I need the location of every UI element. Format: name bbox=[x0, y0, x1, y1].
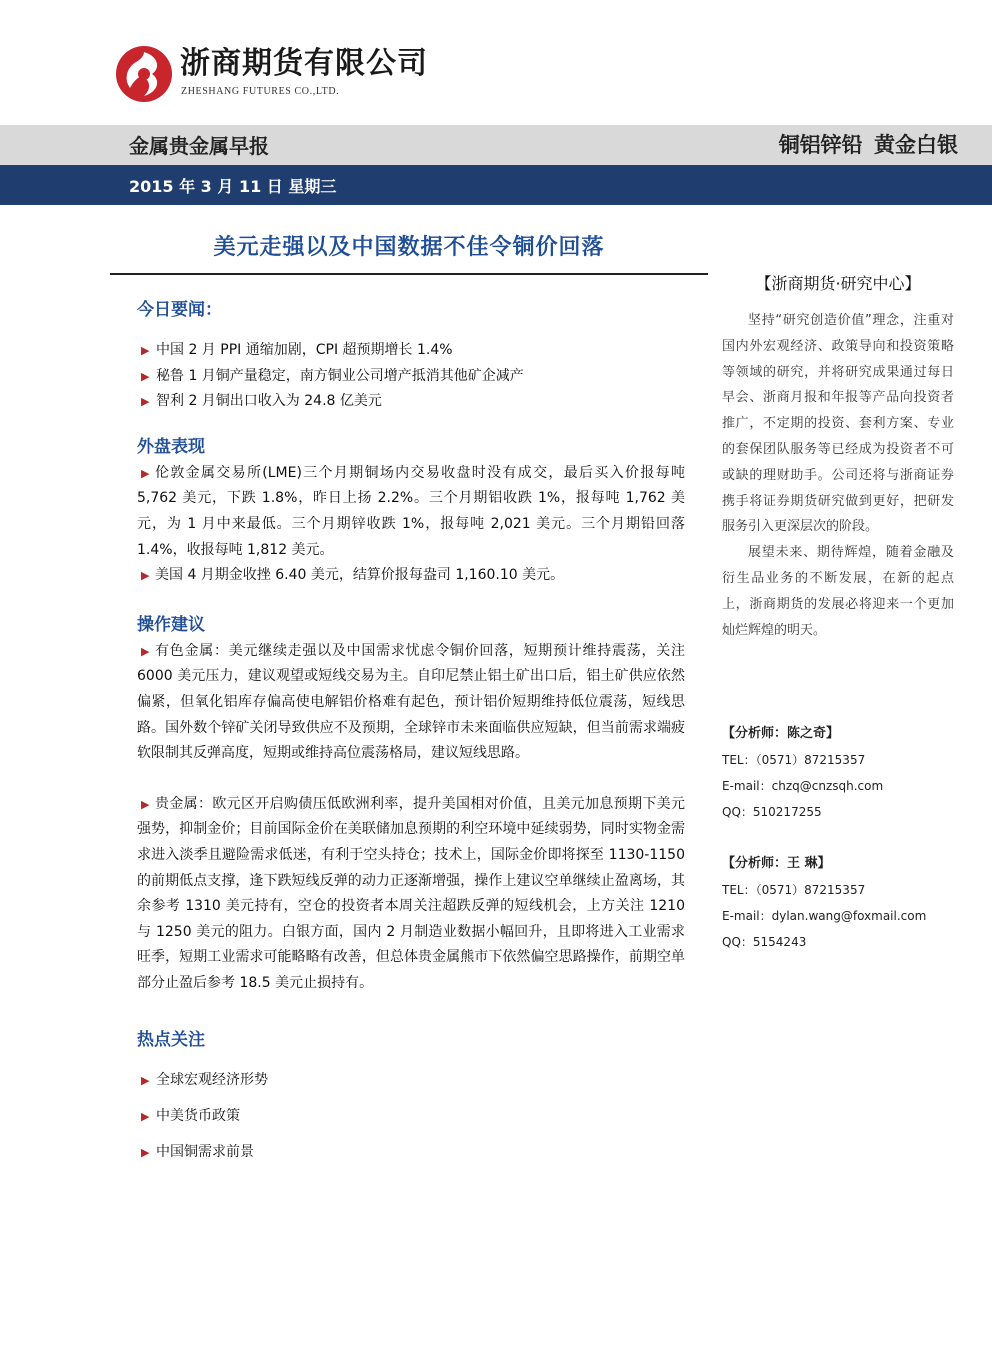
news-title: 今日要闻： bbox=[137, 300, 222, 320]
hot-title: 热点关注 bbox=[137, 1030, 205, 1051]
triangle-right-icon: ▶ bbox=[141, 797, 150, 811]
analyst-qq: QQ：5154243 bbox=[722, 935, 807, 950]
headline: 美元走强以及中国数据不佳令铜价回落 bbox=[213, 235, 605, 260]
list-item bbox=[137, 389, 685, 415]
analyst-qq: QQ：510217255 bbox=[722, 805, 822, 820]
triangle-right-icon: ▶ bbox=[141, 1145, 150, 1159]
hot-item: 中美货币政策 bbox=[156, 1108, 240, 1125]
overseas-item: 伦敦金属交易所(LME)三个月期铜场内交易收盘时没有成交，最后买入价报每吨 5,762 美元，下跌 1.8%，昨日上扬 2.2%。三个月期铝收跌 1%，报每吨 1,762 美元，为 1 月中来最低。三个月期锌收跌 1%，报每吨 2,021 美元。三个月期铅回落 1.4%，收报每吨 1,812 美元。 bbox=[137, 464, 685, 558]
advice-item: 有色金属：美元继续走强以及中国需求忧虑令铜价回落，短期预计维持震荡，关注 6000 美元压力，建议观望或短线交易为主。自印尼禁止铝土矿出口后，铝土矿供应依然偏紧，但氧化铝库存偏高使电解铝价格难有起色，预计铝价短期维持低位震荡，短线思路。国外数个锌矿关闭导致供应不及预期，全球锌市未来面临供应短缺，但当前需求端疲软限制其反弹高度，短期或维持高位震荡格局，建议短线思路。 bbox=[137, 642, 685, 762]
triangle-right-icon: ▶ bbox=[141, 569, 150, 583]
list-item bbox=[137, 364, 685, 390]
list-item bbox=[137, 639, 685, 767]
triangle-right-icon: ▶ bbox=[141, 344, 150, 357]
company-name-cn: 浙商期货有限公司 bbox=[180, 46, 428, 81]
overseas-item: 美国 4 月期金收挫 6.40 美元，结算价报每盎司 1,160.10 美元。 bbox=[155, 567, 565, 584]
advice-item: 贵金属：欧元区开启购债压低欧洲利率，提升美国相对价值，且美元加息预期下美元强势，抑制金价；目前国际金价在美联储加息预期的利空环境中延续弱势，同时实物金需求进入淡季且避险需求低迷，有利于空头持仓；技术上，国际金价即将探至 1130-1150 的前期低点支撑，逢下跌短线反弹的动力正逐渐增强，操作上建议空单继续止盈离场，其余参考 1310 美元持有，空仓的投资者本周关注超跌反弹的短线机会，上方关注 1210 与 1250 美元的阻力。白银方面，国内 2 月制造业数据小幅回升，且即将进入工业需求旺季，短期工业需求可能略略有改善，但总体贵金属熊市下依然偏空思路操作，前期空单部分止盈后参考 18.5 美元止损持有。 bbox=[137, 795, 685, 991]
triangle-right-icon: ▶ bbox=[141, 369, 150, 383]
list-item bbox=[137, 792, 685, 997]
analyst-card bbox=[722, 721, 954, 825]
list-item bbox=[137, 461, 685, 563]
news-item: 智利 2 月铜出口收入为 24.8 亿美元 bbox=[156, 393, 382, 410]
analyst-card bbox=[722, 851, 954, 955]
analyst-tel: TEL：（0571）87215357 bbox=[722, 883, 866, 898]
news-item: 中国 2 月 PPI 通缩加剧，CPI 超预期增长 1.4% bbox=[156, 342, 453, 358]
list-item bbox=[137, 1068, 685, 1094]
sidebar-paragraph: 坚持“研究创造价值”理念，注重对国内外宏观经济、政策导向和投资策略等领域的研究，并将研究成果通过每日早会、浙商月报和年报等产品向投资者推广，不定期的投资、套利方案、专业的套保团队服务等已经成为投资者不可或缺的理财助手。公司还将与浙商证券携手将证券期货研究做到更好，把研发服务引入更深层次的阶段。 bbox=[722, 313, 954, 535]
metals-list: 铜铝锌铅 黄金白银 bbox=[778, 133, 958, 157]
report-title-band bbox=[0, 125, 992, 165]
analyst-email[interactable]: E-mail：dylan.wang@foxmail.com bbox=[722, 909, 927, 924]
list-item bbox=[137, 1104, 685, 1130]
list-item bbox=[137, 338, 685, 364]
triangle-right-icon: ▶ bbox=[141, 466, 150, 480]
advice-title: 操作建议 bbox=[137, 614, 205, 635]
news-item: 秘鲁 1 月铜产量稳定，南方铜业公司增产抵消其他矿企减产 bbox=[156, 367, 524, 384]
company-name-en: ZHESHANG FUTURES CO.,LTD. bbox=[181, 86, 340, 97]
date-band bbox=[0, 165, 992, 205]
triangle-right-icon: ▶ bbox=[141, 1074, 150, 1088]
zheshang-logo-icon bbox=[114, 44, 174, 104]
hot-item: 全球宏观经济形势 bbox=[156, 1072, 268, 1089]
triangle-right-icon: ▶ bbox=[141, 644, 150, 658]
hot-item: 中国铜需求前景 bbox=[156, 1143, 254, 1160]
triangle-right-icon: ▶ bbox=[141, 1110, 150, 1124]
headline-divider bbox=[110, 273, 708, 275]
analyst-name: 【分析师：王 琳】 bbox=[722, 856, 831, 872]
analyst-email[interactable]: E-mail：chzq@cnzsqh.com bbox=[722, 779, 884, 794]
sidebar bbox=[722, 271, 954, 955]
list-item bbox=[137, 563, 685, 589]
sidebar-paragraph: 展望未来、期待辉煌，随着金融及衍生品业务的不断发展，在新的起点上，浙商期货的发展必将迎来一个更加灿烂辉煌的明天。 bbox=[722, 545, 954, 638]
report-name: 金属贵金属早报 bbox=[129, 134, 269, 158]
analyst-name: 【分析师：陈之奇】 bbox=[722, 726, 840, 742]
overseas-title: 外盘表现 bbox=[137, 436, 205, 457]
triangle-right-icon: ▶ bbox=[141, 395, 150, 409]
sidebar-title: 【浙商期货·研究中心】 bbox=[755, 274, 921, 293]
report-date: 2015 年 3 月 11 日 星期三 bbox=[129, 177, 337, 196]
analyst-tel: TEL：（0571）87215357 bbox=[722, 753, 866, 768]
main-content bbox=[137, 296, 685, 1165]
list-item bbox=[137, 1140, 685, 1166]
